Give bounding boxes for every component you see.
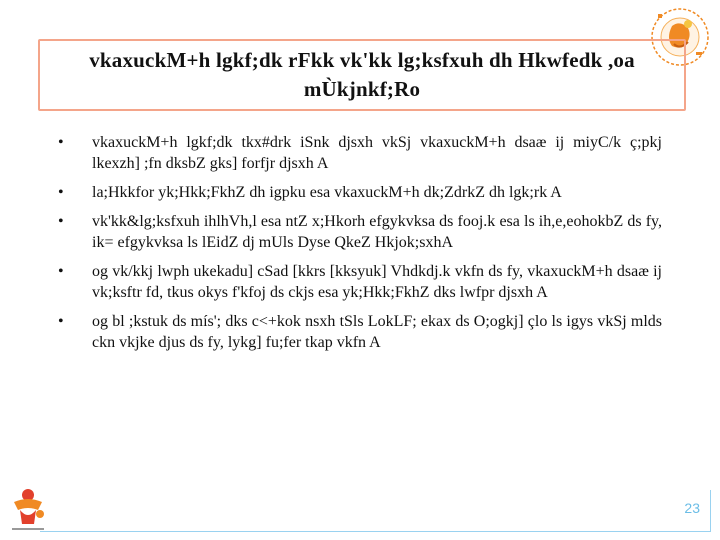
bullet-dot-icon: • [58,134,64,151]
mother-child-logo-icon [6,486,50,534]
bullet-item [56,261,662,303]
bullet-item [56,132,662,174]
page-number-box [40,490,711,532]
title-box [38,39,686,111]
bullet-dot-icon: • [58,263,64,280]
bullet-dot-icon: • [58,184,64,201]
bullet-text: og bl ;kstuk ds mís'; dks c<+kok nsxh tSls LokLF; ekax ds O;ogkj] çlo ls igys vkSj mlds ckn vkjke djus ds fy, lykg] fu;fer tkap vkfn A [92,313,662,351]
bullet-text: vkaxuckM+h lgkf;dk tkx#drk iSnk djsxh vkSj vkaxuckM+h dsaæ ij miyC/k ç;pkj lkexzh] ;fn dksbZ gks] forfjr djsxh A [92,134,662,172]
bullet-text: vk'kk&lg;ksfxuh ihlhVh,l esa ntZ x;Hkorh efgykvksa ds fooj.k esa ls ih,e,eohokbZ ds fy, ik= efgykvksa ls lEidZ dj mUls Dyse QkeZ Hkjok;sxhA [92,213,662,251]
title-line-1: vkaxuckM+h lgkf;dk rFkk vk'kk lg;ksfxuh dh Hkwfedk ,oa [89,48,635,72]
bullet-dot-icon: • [58,313,64,330]
bullet-dot-icon: • [58,213,64,230]
bullet-list [56,132,662,361]
page-number: 23 [684,500,700,516]
bullet-item [56,311,662,353]
bullet-item [56,211,662,253]
bullet-text: og vk/kkj lwph ukekadu] cSad [kkrs [kksyuk] Vhdkdj.k vkfn ds fy, vkaxuckM+h dsaæ ij vk;ksftr fd, tkus okys f'kfoj ds ckjs esa yk;Hkk;FkhZ dks lwfpr djsxh A [92,263,662,301]
title-line-2: mÙkjnkf;Ro [303,77,421,101]
bullet-text: la;Hkkfor yk;Hkk;FkhZ dh igpku esa vkaxuckM+h dk;ZdrkZ dh lgk;rk A [92,184,562,201]
bullet-item [56,182,662,203]
